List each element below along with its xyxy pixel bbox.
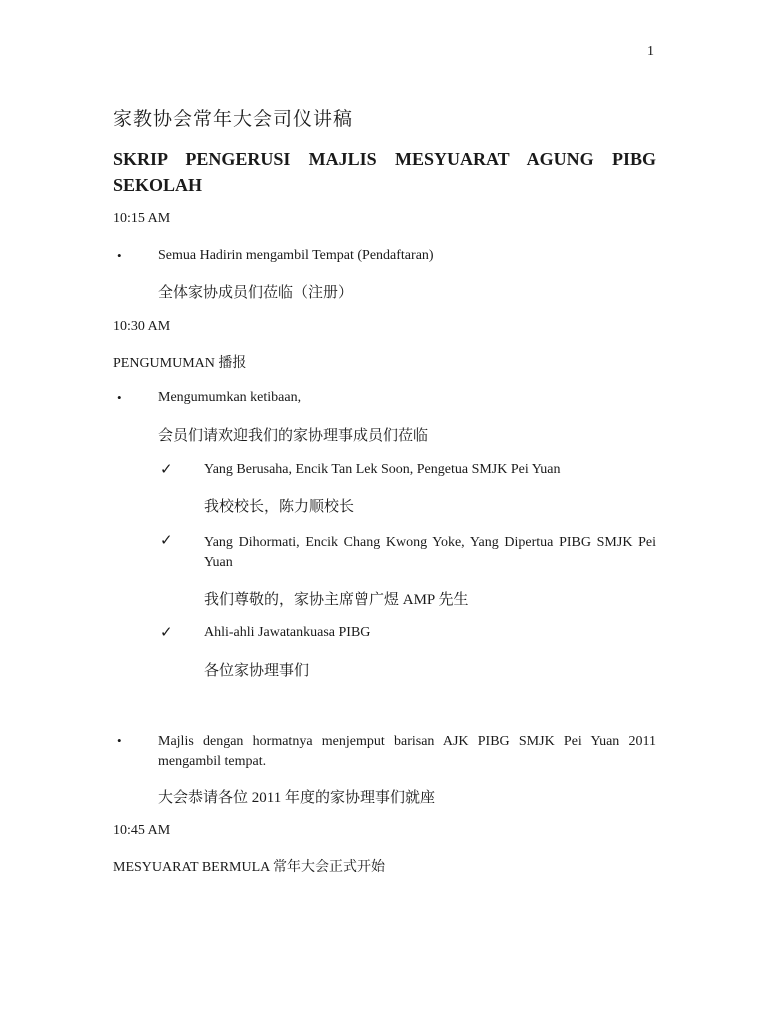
time-stamp: 10:30 AM <box>113 319 171 334</box>
section-heading-meeting-start: MESYUARAT BERMULA 常年大会正式开始 <box>113 860 385 875</box>
time-stamp: 10:15 AM <box>113 211 171 226</box>
title-malay: SKRIP PENGERUSI MAJLIS MESYUARAT AGUNG PIBG SEKOLAH <box>113 149 656 195</box>
checkmark-icon: ✓ <box>160 462 173 478</box>
checkmark-icon: ✓ <box>160 625 173 641</box>
invite-text-malay: Majlis dengan hormatnya menjemput barisan AJK PIBG SMJK Pei Yuan 2011 mengambil tempat. <box>158 734 656 769</box>
page-number: 1 <box>647 44 654 59</box>
committee-malay: Ahli-ahli Jawatankuasa PIBG <box>204 625 371 640</box>
bullet-icon: • <box>117 390 122 405</box>
announce-text-chinese: 会员们请欢迎我们的家协理事成员们莅临 <box>158 428 429 444</box>
guest-principal-malay: Yang Berusaha, Encik Tan Lek Soon, Pengetua SMJK Pei Yuan <box>204 462 561 477</box>
announce-text-malay: Mengumumkan ketibaan, <box>158 390 302 405</box>
guest-principal-chinese: 我校校长，陈力顺校长 <box>204 499 355 515</box>
registration-text-malay: Semua Hadirin mengambil Tempat (Pendaftaran) <box>158 248 434 263</box>
title-chinese: 家教协会常年大会司仪讲稿 <box>113 109 354 130</box>
invite-text-chinese: 大会恭请各位 2011 年度的家协理事们就座 <box>158 790 435 806</box>
registration-text-chinese: 全体家协成员们莅临（注册） <box>158 285 354 301</box>
bullet-icon: • <box>117 733 122 748</box>
time-stamp: 10:45 AM <box>113 823 171 838</box>
guest-chairman-chinese: 我们尊敬的，家协主席曾广煜 AMP 先生 <box>204 592 469 608</box>
committee-chinese: 各位家协理事们 <box>204 663 310 679</box>
bullet-icon: • <box>117 248 122 263</box>
section-heading-announcement: PENGUMUMAN 播报 <box>113 356 247 371</box>
guest-chairman-malay: Yang Dihormati, Encik Chang Kwong Yoke, Yang Dipertua PIBG SMJK Pei Yuan <box>204 535 656 570</box>
checkmark-icon: ✓ <box>160 533 173 549</box>
